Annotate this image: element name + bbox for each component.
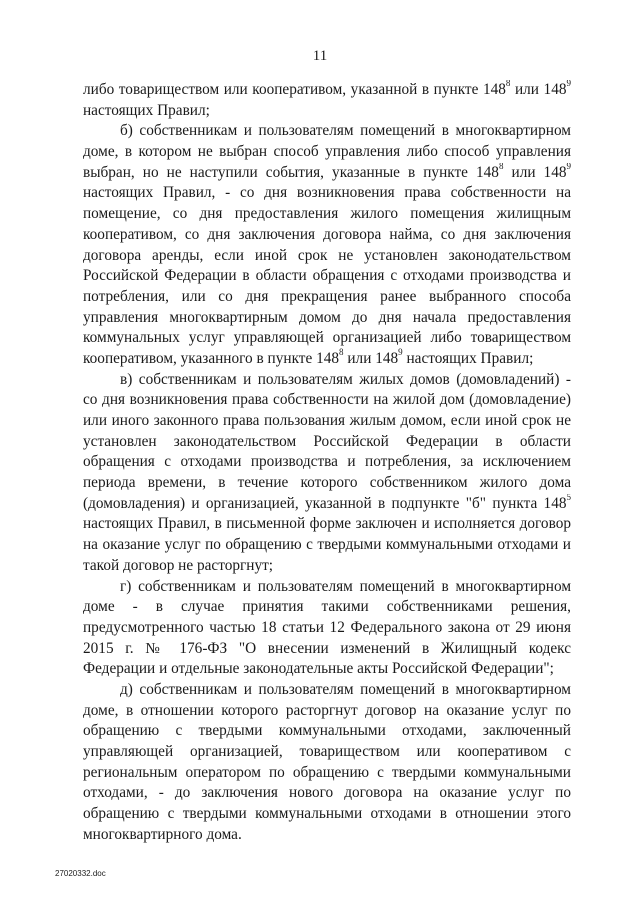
text-line: Федерации и отдельные законодательные акты Российской Федерации"; (83, 660, 554, 678)
text-line: потребления, или со дня прекращения ранее выбранного способа (83, 287, 571, 305)
paragraph-b-start: б) собственникам и пользователям помещений в многоквартирном (120, 122, 571, 140)
text-line: настоящих Правил; (83, 101, 210, 119)
text-line: обращению с твердыми коммунальными отходами в отношении этого (83, 805, 571, 823)
page-number: 11 (312, 48, 328, 64)
text-line: договора аренды, если иной срок не установлен законодательством (83, 246, 571, 264)
text-line: доме - в случае принятия такими собственниками решения, (83, 598, 571, 616)
text-line: периода времени, в течение которого собственником жилого дома (83, 474, 571, 492)
text-line: управления многоквартирным домом до дня начала предоставления (83, 308, 571, 326)
text-line: кооперативом, со дня заключения договора найма, со дня заключения (83, 225, 571, 243)
paragraph-g-start: г) собственникам и пользователям помещений в многоквартирном (120, 577, 571, 595)
text-line: помещение, со дня предоставления жилого помещения жилищным (83, 205, 571, 223)
text-line: обращения с отходами производства и потребления, за исключением (83, 453, 571, 471)
text-line: доме, в отношении которого расторгнут договор на оказание услуг по (83, 701, 571, 719)
text-line: 2015 г. № 176-ФЗ "О внесении изменений в Жилищный кодекс (83, 639, 571, 657)
text-line: кооперативом, указанного в пункте $148^8$ или $148^9$ настоящих Правил; (83, 346, 534, 367)
text-line: установлен законодательством Российской Федерации в области (83, 432, 571, 450)
text-line: или иного законного права пользования жилым домом, если иной срок не (83, 412, 571, 429)
text-line: либо товариществом или кооперативом, указанной в пункте $148^8$ или $148^9$ (83, 80, 571, 98)
text-line: настоящих Правил, в письменной форме заключен и исполняется договор (83, 515, 571, 533)
paragraph-d-start: д) собственникам и пользователям помещений в многоквартирном (120, 680, 571, 698)
text-line: на оказание услуг по обращению с твердыми коммунальными отходами и (83, 536, 571, 554)
file-name-footer: 27020332.doc (55, 869, 106, 878)
text-line: обращению с твердыми коммунальными отходами, заключенный (83, 722, 571, 740)
text-line: коммунальных услуг управляющей организацией либо товариществом (83, 329, 571, 347)
text-line: со дня возникновения права собственности на жилой дом (домовладение) (83, 391, 571, 409)
text-line: Российской Федерации в области обращения с отходами производства и (83, 267, 571, 285)
text-line: такой договор не расторгнут; (83, 556, 274, 574)
text-line: (домовладения) и организацией, указанной в подпункте "б" пункта $148^5$ (83, 493, 571, 512)
text-line: многоквартирного дома. (83, 825, 242, 843)
text-line: предусмотренного частью 18 статьи 12 Федерального закона от 29 июня (83, 618, 571, 636)
text-line: отходами, - до заключения нового договора на оказание услуг по (83, 784, 571, 802)
paragraph-v-start: в) собственникам и пользователям жилых домов (домовладений) - (120, 370, 571, 388)
text-line: настоящих Правил, - со дня возникновения права собственности на (83, 184, 571, 202)
text-line: выбран, но не наступили события, указанные в пункте $148^8$ или $148^9$ (83, 162, 571, 181)
text-line: доме, в котором не выбран способ управления либо способ управления (83, 143, 571, 161)
text-line: управляющей организацией, товариществом или кооперативом с (83, 743, 571, 760)
document-body (83, 80, 571, 845)
text-line: региональным оператором по обращению с твердыми коммунальными (83, 763, 571, 781)
